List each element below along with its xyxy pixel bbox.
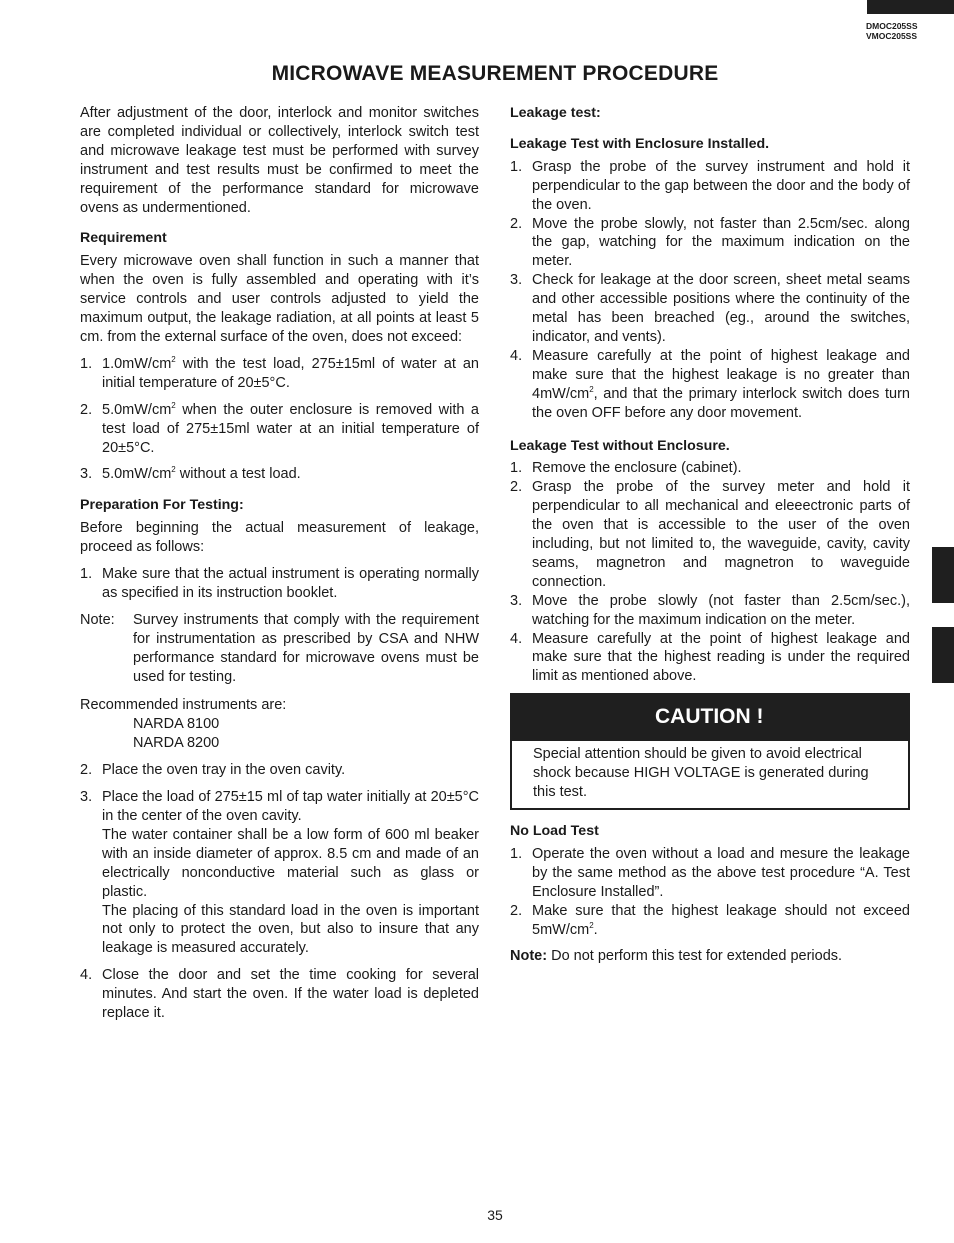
without-enclosure-heading: Leakage Test without Enclosure.	[510, 437, 730, 454]
requirement-heading: Requirement	[80, 230, 167, 247]
list-item: 4. Close the door and set the time cooking for several minutes. And start the oven. If the water load is depleted replace it.	[80, 967, 479, 1022]
recommended-label: Recommended instruments are:	[80, 697, 287, 714]
no-load-heading: No Load Test	[510, 823, 599, 839]
instrument-item: NARDA 8100	[133, 716, 220, 733]
caution-title: CAUTION !	[512, 695, 908, 741]
list-item: 1. Make sure that the actual instrument is operating normally as specified in its instruction booklet.	[80, 566, 479, 601]
model-number: VMOC205SS	[866, 31, 918, 41]
list-item: 3. Place the load of 275±15 ml of tap water initially at 20±5°C in the center of the oven cavity. The water container shall be a low form of 600 ml beaker with an inside diameter of approx. 8.5 cm and made of an electrically nonconductive material such as glass or plastic. The placing of this standard load in the oven is important not only to protect the oven, but also to insure that any leakage is measured accurately.	[80, 789, 479, 957]
list-item: 3. Move the probe slowly (not faster than 2.5cm/sec.), watching for the maximum indication on the meter.	[510, 592, 910, 628]
list-item: 4. Measure carefully at the point of highest leakage and make sure that the highest reading is under the required limit as mentioned above.	[510, 630, 910, 685]
preparation-paragraph: Before beginning the actual measurement of leakage, proceed as follows:	[80, 520, 479, 556]
list-item: 2. Place the oven tray in the oven cavity.	[80, 762, 346, 779]
note: Note: Survey instruments that comply with the requirement for instrumentation as prescribed by CSA and NHW performance standard for microwave ovens must be used for testing.	[80, 611, 479, 685]
leakage-test-heading: Leakage test:	[510, 105, 601, 121]
right-column	[510, 104, 910, 966]
list-item: 2. Make sure that the highest leakage should not exceed $5mW/cm^2$.	[510, 902, 910, 938]
list-item: 3. $5.0mW/cm^2$ without a test load.	[80, 465, 301, 483]
section-tab	[932, 627, 954, 683]
model-number: DMOC205SS	[866, 21, 918, 31]
caution-box	[510, 693, 910, 810]
list-item: 2. Grasp the probe of the survey meter and hold it perpendicular to all mechanical and eleeectronic parts of the oven that is accessible to the user of the oven including, but not limited to, the waveguide, cavity, cavity seams, magnetron and magnetron to waveguide connection.	[510, 479, 910, 590]
left-column	[80, 104, 479, 1023]
page-number: 35	[487, 1207, 503, 1223]
enclosure-installed-heading: Leakage Test with Enclosure Installed.	[510, 135, 770, 152]
preparation-heading: Preparation For Testing:	[80, 497, 244, 514]
list-item: 3. Check for leakage at the door screen, sheet metal seams and other accessible positions where the continuity of the metal has been breached (eg., around the switches, indicator, and vents).	[510, 272, 910, 345]
header-bar	[867, 0, 954, 14]
intro-paragraph: After adjustment of the door, interlock and monitor switches are completed individual or collectively, interlock switch test and microwave leakage test must be performed with survey instrument and test results must be confirmed to meet the requirement of the performance standard for microwave ovens as undermentioned.	[80, 105, 479, 216]
caution-text: Special attention should be given to avoid electrical shock because HIGH VOLTAGE is generated during this test.	[533, 746, 869, 801]
list-item: 1. Grasp the probe of the survey instrument and hold it perpendicular to the gap between the door and the body of the oven.	[510, 158, 910, 213]
list-item: 2. Move the probe slowly, not faster than 2.5cm/sec. along the gap, watching for the maximum indication on the meter.	[510, 215, 910, 270]
page-title: MICROWAVE MEASUREMENT PROCEDURE	[271, 62, 719, 85]
instrument-item: NARDA 8200	[133, 735, 220, 752]
list-item: 2. $5.0mW/cm^2$ when the outer enclosure is removed with a test load of 275±15ml water at an initial temperature of 20±5°C.	[80, 400, 479, 456]
requirement-paragraph: Every microwave oven shall function in such a manner that when the oven is fully assembled and operating with it’s service controls and user controls adjusted to yield the maximum output, the leakage radiation, at all points at least 5 cm. from the external surface of the oven, does not exceed:	[80, 253, 479, 345]
final-note: Note: Do not perform this test for extended periods.	[510, 948, 843, 965]
list-item: 1. Operate the oven without a load and mesure the leakage by the same method as the above test procedure “A. Test Enclosure Installed”.	[510, 845, 910, 900]
model-numbers	[866, 21, 918, 41]
list-item: 1. Remove the enclosure (cabinet).	[510, 460, 742, 477]
list-item: 4. Measure carefully at the point of highest leakage and make sure that the highest leakage is no greater than $4mW/cm^2$, and that the primary interlock switch does turn the oven OFF before any door movement.	[510, 347, 910, 421]
list-item: 1. $1.0mW/cm^2$ with the test load, 275±15ml of water at an initial temperature of 20±5°C.	[80, 355, 479, 391]
section-tab	[932, 547, 954, 603]
